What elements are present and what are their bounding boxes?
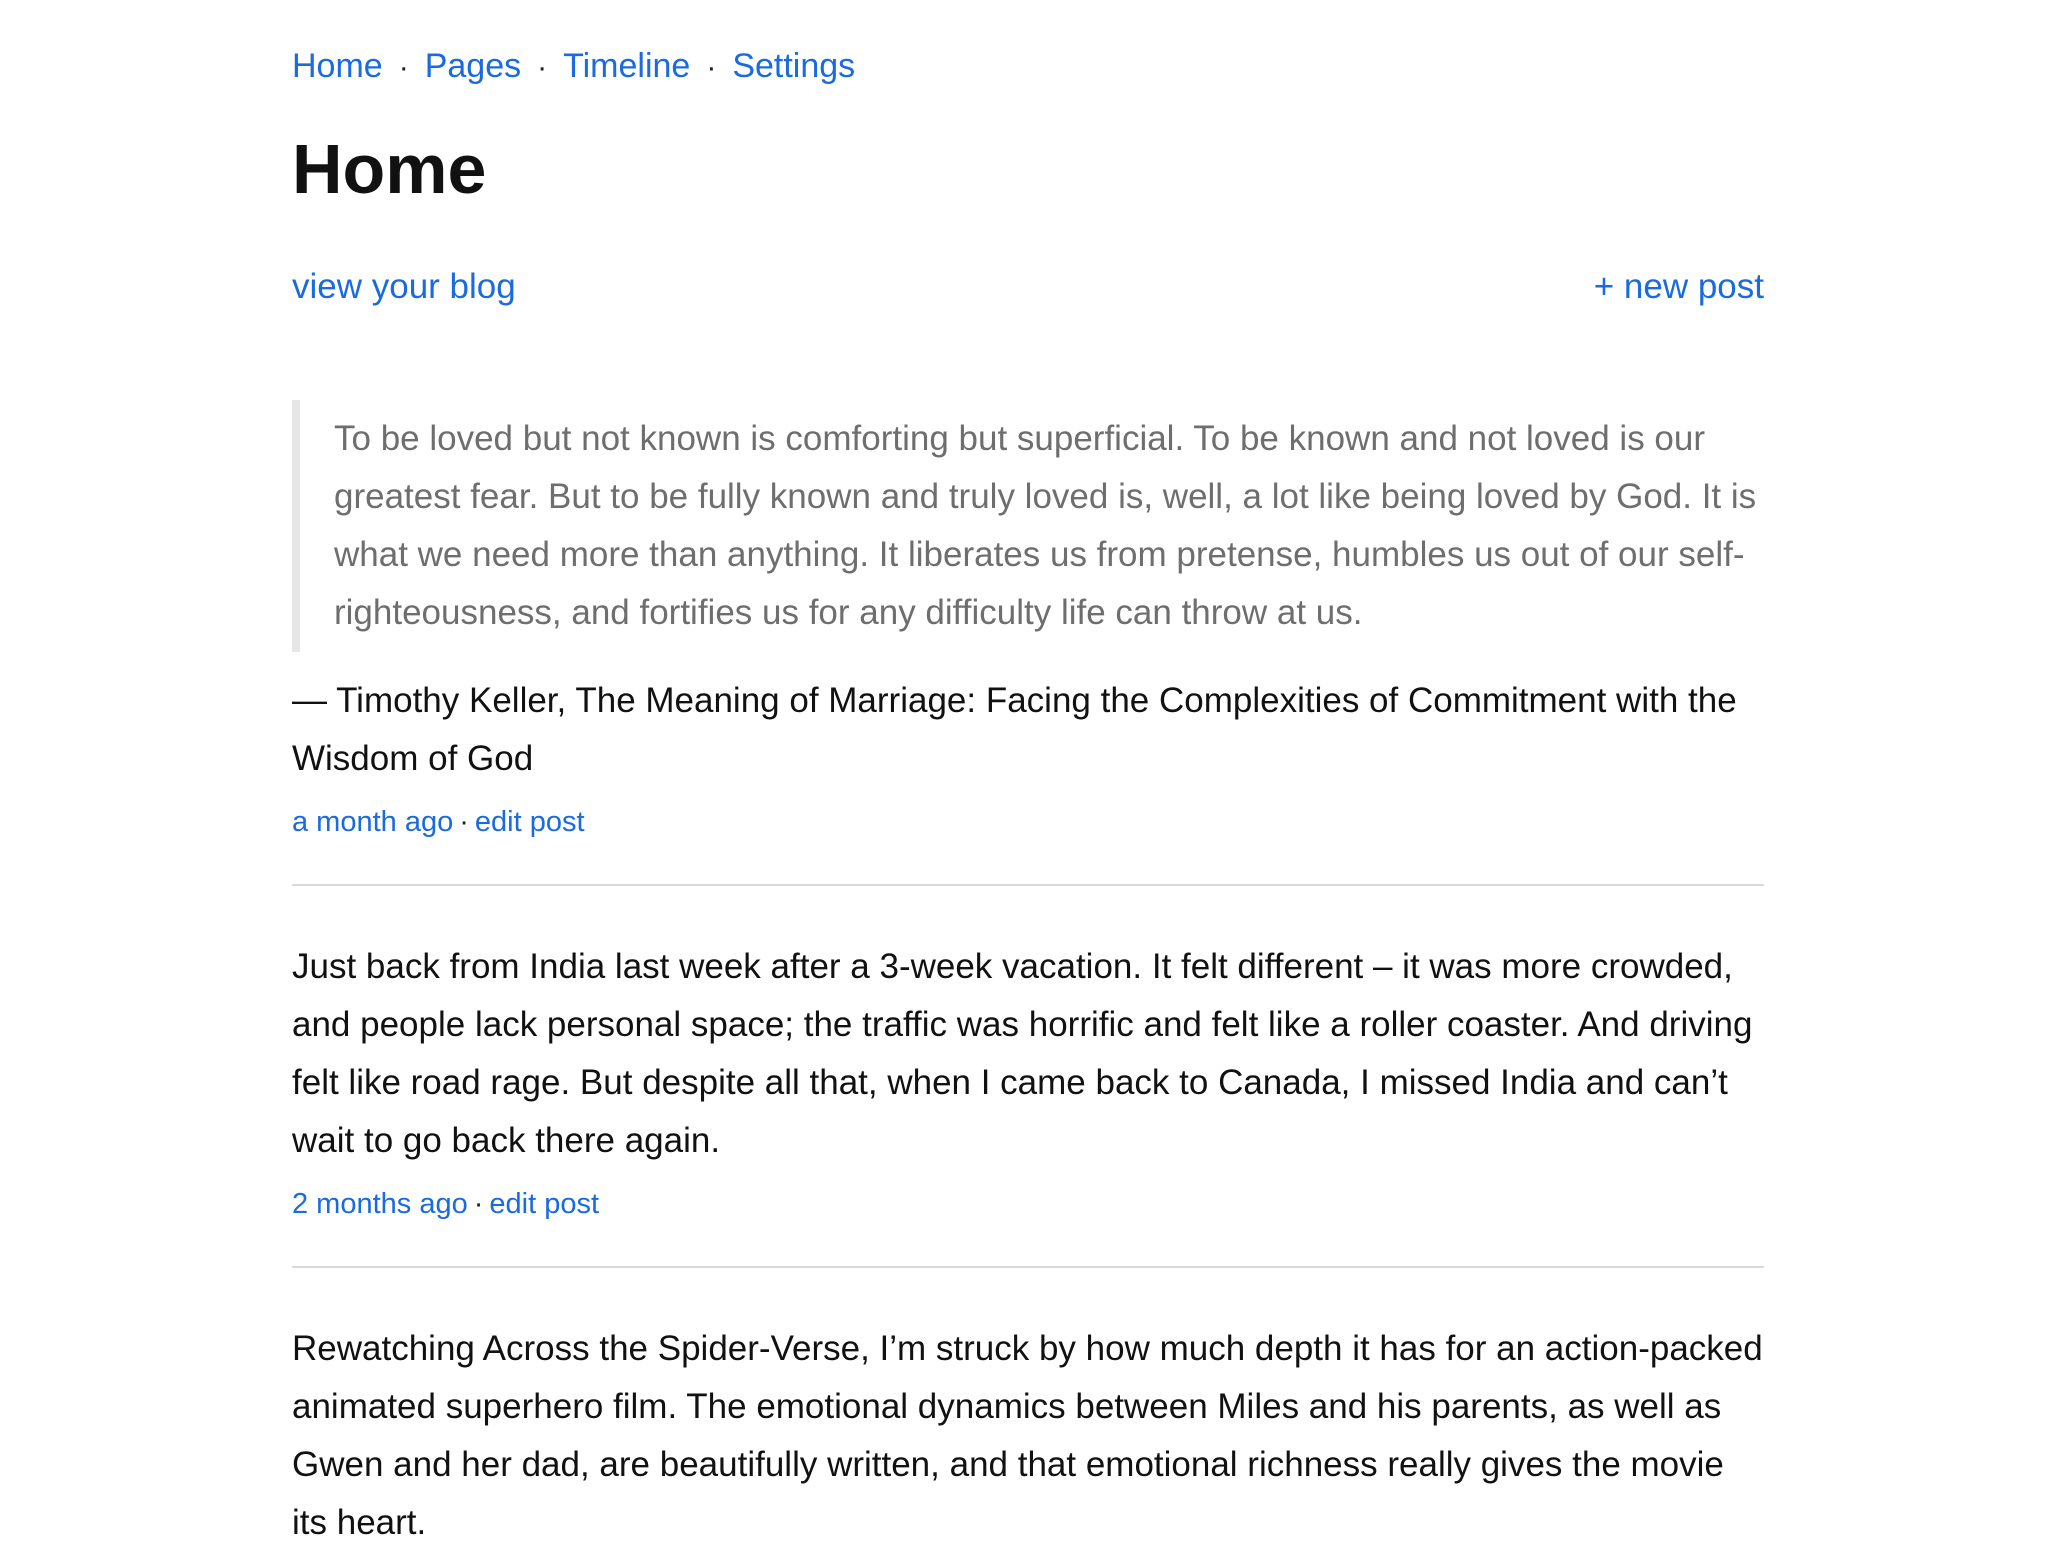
post-meta (292, 802, 1764, 842)
new-post-link[interactable]: + new post (1593, 267, 1764, 306)
post-time-link[interactable]: a month ago (292, 806, 454, 838)
meta-separator: · (459, 806, 469, 838)
top-nav (292, 44, 1764, 88)
post-time-link[interactable]: 2 months ago (292, 1188, 468, 1220)
post-item (292, 938, 1764, 1224)
meta-separator: · (473, 1188, 484, 1220)
page-container (292, 0, 1764, 1552)
nav-separator: · (398, 51, 409, 84)
nav-separator: · (706, 51, 717, 84)
action-bar (292, 264, 1764, 310)
page-title: Home (292, 130, 487, 208)
post-body: Just back from India last week after a 3-week vacation. It felt different – it was more crowded, and people lack personal space; the traffic was horrific and felt like a roller coaster. And driving felt like road rage. But despite all that, when I came back to Canada, I missed India and can’t wait to go back there again. (292, 947, 1753, 1160)
post-item (292, 400, 1764, 842)
view-blog-link[interactable]: view your blog (292, 267, 516, 306)
edit-post-link[interactable]: edit post (474, 806, 585, 838)
post-divider (292, 884, 1764, 886)
post-quote: To be loved but not known is comforting but superficial. To be known and not loved is our greatest fear. But to be fully known and truly loved is, well, a lot like being loved by God. It is what we need more than anything. It liberates us from pretense, humbles us out of our self-righteousness, and fortifies us for any difficulty life can throw at us. (292, 400, 1764, 652)
post-feed (292, 400, 1764, 1552)
nav-timeline-link[interactable]: Timeline (563, 47, 691, 85)
post-divider (292, 1266, 1764, 1268)
nav-pages-link[interactable]: Pages (424, 47, 522, 85)
nav-separator: · (537, 51, 548, 84)
nav-home-link[interactable]: Home (292, 47, 383, 85)
nav-settings-link[interactable]: Settings (732, 47, 856, 85)
post-meta (292, 1184, 1764, 1224)
quote-attribution: — Timothy Keller, The Meaning of Marriage: Facing the Complexities of Commitment with the Wisdom of God (292, 681, 1737, 778)
post-body: Rewatching Across the Spider-Verse, I’m struck by how much depth it has for an action-packed animated superhero film. The emotional dynamics between Miles and his parents, as well as Gwen and her dad, are beautifully written, and that emotional richness really gives the movie its heart. (292, 1329, 1763, 1542)
edit-post-link[interactable]: edit post (489, 1188, 600, 1220)
post-item (292, 1320, 1764, 1552)
